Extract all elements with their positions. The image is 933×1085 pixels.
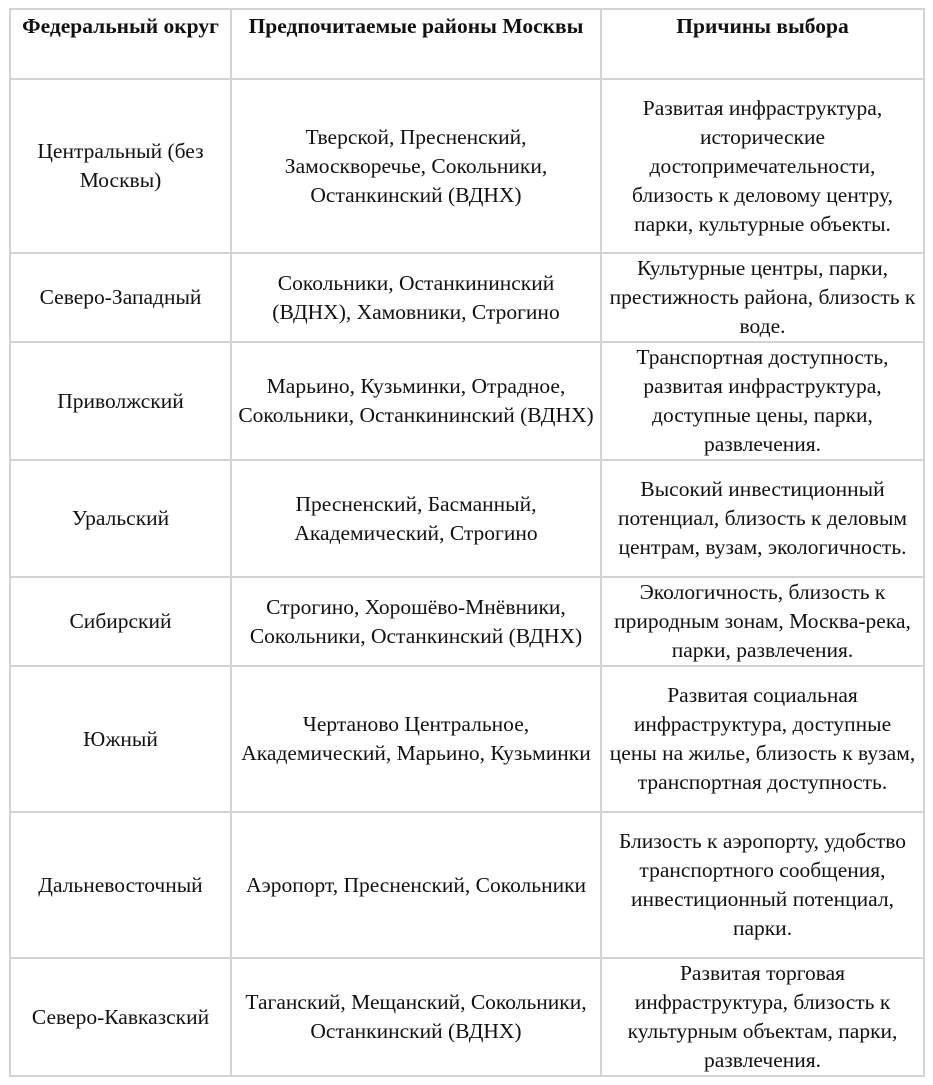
cell-district: Северо-Западный — [10, 253, 231, 342]
table-row — [10, 342, 924, 460]
table-row — [10, 253, 924, 342]
cell-reasons: Близость к аэропорту, удобство транспортного сообщения, инвестиционный потенциал, парки. — [601, 812, 924, 958]
cell-district: Центральный (без Москвы) — [10, 79, 231, 253]
cell-district: Приволжский — [10, 342, 231, 460]
cell-areas: Строгино, Хорошёво-Мнёвники, Сокольники, Останкинский (ВДНХ) — [231, 577, 601, 666]
cell-district: Уральский — [10, 460, 231, 577]
cell-reasons: Высокий инвестиционный потенциал, близость к деловым центрам, вузам, экологичность. — [601, 460, 924, 577]
cell-district: Южный — [10, 666, 231, 812]
table-header-row — [10, 9, 924, 79]
table-row — [10, 460, 924, 577]
table-row — [10, 666, 924, 812]
cell-reasons: Развитая социальная инфраструктура, доступные цены на жилье, близость к вузам, транспортная доступность. — [601, 666, 924, 812]
districts-table — [9, 8, 925, 1077]
cell-reasons: Развитая инфраструктура, исторические достопримечательности, близость к деловому центру, парки, культурные объекты. — [601, 79, 924, 253]
cell-areas: Пресненский, Басманный, Академический, Строгино — [231, 460, 601, 577]
header-reasons: Причины выбора — [601, 9, 924, 79]
table-row — [10, 79, 924, 253]
cell-district: Северо-Кавказский — [10, 958, 231, 1076]
cell-reasons: Развитая торговая инфраструктура, близость к культурным объектам, парки, развлечения. — [601, 958, 924, 1076]
cell-areas: Чертаново Центральное, Академический, Марьино, Кузьминки — [231, 666, 601, 812]
document-page — [9, 8, 925, 1077]
table-row — [10, 577, 924, 666]
header-federal-district: Федеральный округ — [10, 9, 231, 79]
cell-areas: Аэропорт, Пресненский, Сокольники — [231, 812, 601, 958]
cell-areas: Таганский, Мещанский, Сокольники, Останкинский (ВДНХ) — [231, 958, 601, 1076]
header-preferred-areas: Предпочитаемые районы Москвы — [231, 9, 601, 79]
cell-reasons: Экологичность, близость к природным зонам, Москва-река, парки, развлечения. — [601, 577, 924, 666]
table-row — [10, 958, 924, 1076]
cell-reasons: Культурные центры, парки, престижность района, близость к воде. — [601, 253, 924, 342]
cell-areas: Марьино, Кузьминки, Отрадное, Сокольники, Останкининский (ВДНХ) — [231, 342, 601, 460]
cell-areas: Тверской, Пресненский, Замоскворечье, Сокольники, Останкинский (ВДНХ) — [231, 79, 601, 253]
table-row — [10, 812, 924, 958]
cell-district: Сибирский — [10, 577, 231, 666]
cell-district: Дальневосточный — [10, 812, 231, 958]
cell-reasons: Транспортная доступность, развитая инфраструктура, доступные цены, парки, развлечения. — [601, 342, 924, 460]
cell-areas: Сокольники, Останкининский (ВДНХ), Хамовники, Строгино — [231, 253, 601, 342]
